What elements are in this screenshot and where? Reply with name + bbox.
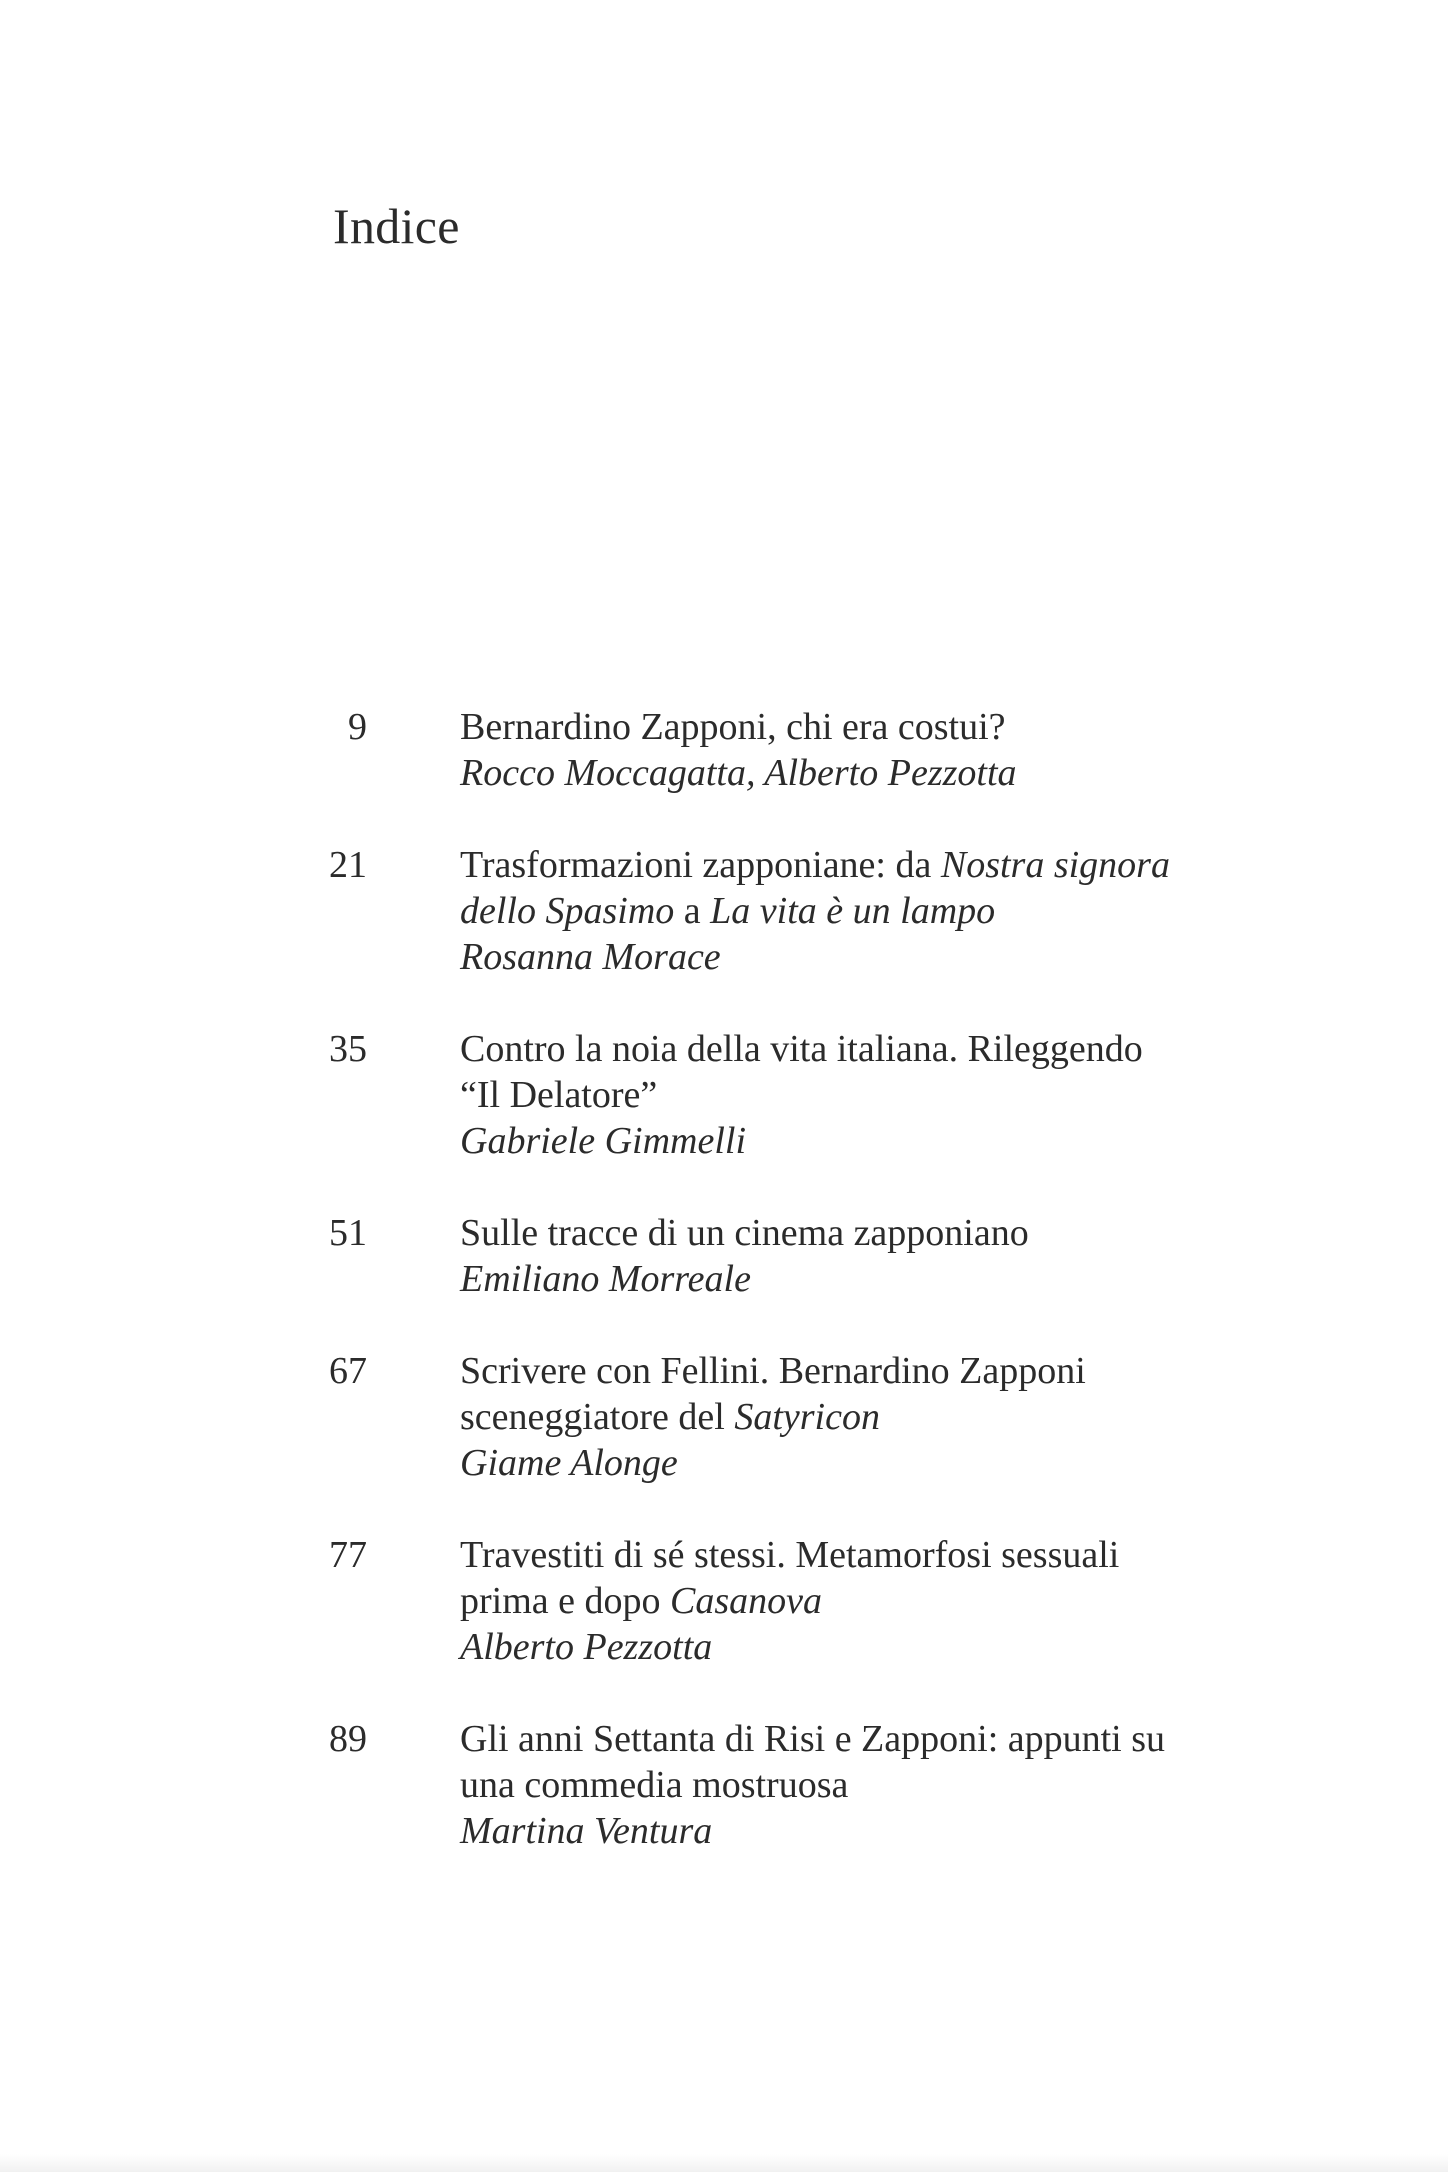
toc-title-segment: Scrivere con Fellini. Bernardino Zapponi <box>460 1350 1086 1392</box>
toc-title-line <box>460 842 1220 888</box>
toc-title-italic-segment: La vita è un lampo <box>710 890 996 932</box>
toc-title-line <box>460 1394 1220 1440</box>
toc-page-number: 51 <box>329 1212 367 1254</box>
toc-entry <box>0 1348 1448 1486</box>
toc-author: Martina Ventura <box>460 1810 713 1852</box>
toc-title-line <box>460 1026 1220 1072</box>
toc-entry <box>0 1026 1448 1164</box>
toc-entry <box>0 1716 1448 1854</box>
toc-title-line <box>460 1532 1220 1578</box>
toc-title-segment: sceneggiatore del <box>460 1396 735 1438</box>
toc-entry-body <box>460 1716 1220 1854</box>
toc-title-segment: una commedia mostruosa <box>460 1764 849 1806</box>
toc-title-segment: Bernardino Zapponi, chi era costui? <box>460 706 1006 748</box>
toc-title-italic-segment: dello Spasimo <box>460 890 675 932</box>
toc-title-line <box>460 1348 1220 1394</box>
toc-title-italic-segment: Nostra signora <box>940 844 1170 886</box>
toc-page-number: 67 <box>329 1350 367 1392</box>
toc-entry-body <box>460 1348 1220 1486</box>
toc-author: Alberto Pezzotta <box>460 1626 713 1668</box>
toc-entry-body <box>460 842 1220 980</box>
toc-title-segment: prima e dopo <box>460 1580 671 1622</box>
toc-author: Rosanna Morace <box>460 936 721 978</box>
toc-title-italic-segment: Satyricon <box>734 1396 880 1438</box>
toc-author: Gabriele Gimmelli <box>460 1120 747 1162</box>
toc-title-italic-segment: Casanova <box>670 1580 823 1622</box>
toc-title-segment: Contro la noia della vita italiana. Rileggendo <box>460 1028 1143 1070</box>
toc-title-line <box>460 888 1220 934</box>
toc-entry-body <box>460 1210 1220 1302</box>
toc-page-number: 35 <box>329 1028 367 1070</box>
toc-entry <box>0 1532 1448 1670</box>
toc-page-number: 77 <box>329 1534 367 1576</box>
toc-title-line <box>460 1578 1220 1624</box>
page-bottom-shadow <box>0 2154 1448 2172</box>
toc-author: Giame Alonge <box>460 1442 678 1484</box>
toc-author: Rocco Moccagatta, Alberto Pezzotta <box>460 752 1017 794</box>
toc-title-segment: Sulle tracce di un cinema zapponiano <box>460 1212 1029 1254</box>
toc-title-segment: Trasformazioni zapponiane: da <box>460 844 941 886</box>
page-title: Indice <box>333 198 460 254</box>
toc-page-number: 9 <box>348 706 367 748</box>
toc-page-number: 89 <box>329 1718 367 1760</box>
toc-title-segment: Gli anni Settanta di Risi e Zapponi: appunti su <box>460 1718 1166 1760</box>
toc-title-segment: “Il Delatore” <box>460 1074 658 1116</box>
toc-title-line <box>460 704 1220 750</box>
toc-title-line <box>460 1716 1220 1762</box>
toc-title-line <box>460 1210 1220 1256</box>
toc-entry-body <box>460 1026 1220 1164</box>
toc-title-line <box>460 1762 1220 1808</box>
toc-page-number: 21 <box>329 844 367 886</box>
toc-entry-body <box>460 704 1220 796</box>
toc-title-segment: Travestiti di sé stessi. Metamorfosi sessuali <box>460 1534 1120 1576</box>
toc-entry-body <box>460 1532 1220 1670</box>
table-of-contents <box>0 704 1448 1900</box>
toc-entry <box>0 842 1448 980</box>
toc-title-line <box>460 1072 1220 1118</box>
toc-title-segment: a <box>674 890 711 932</box>
toc-entry <box>0 704 1448 796</box>
toc-entry <box>0 1210 1448 1302</box>
toc-author: Emiliano Morreale <box>460 1258 751 1300</box>
